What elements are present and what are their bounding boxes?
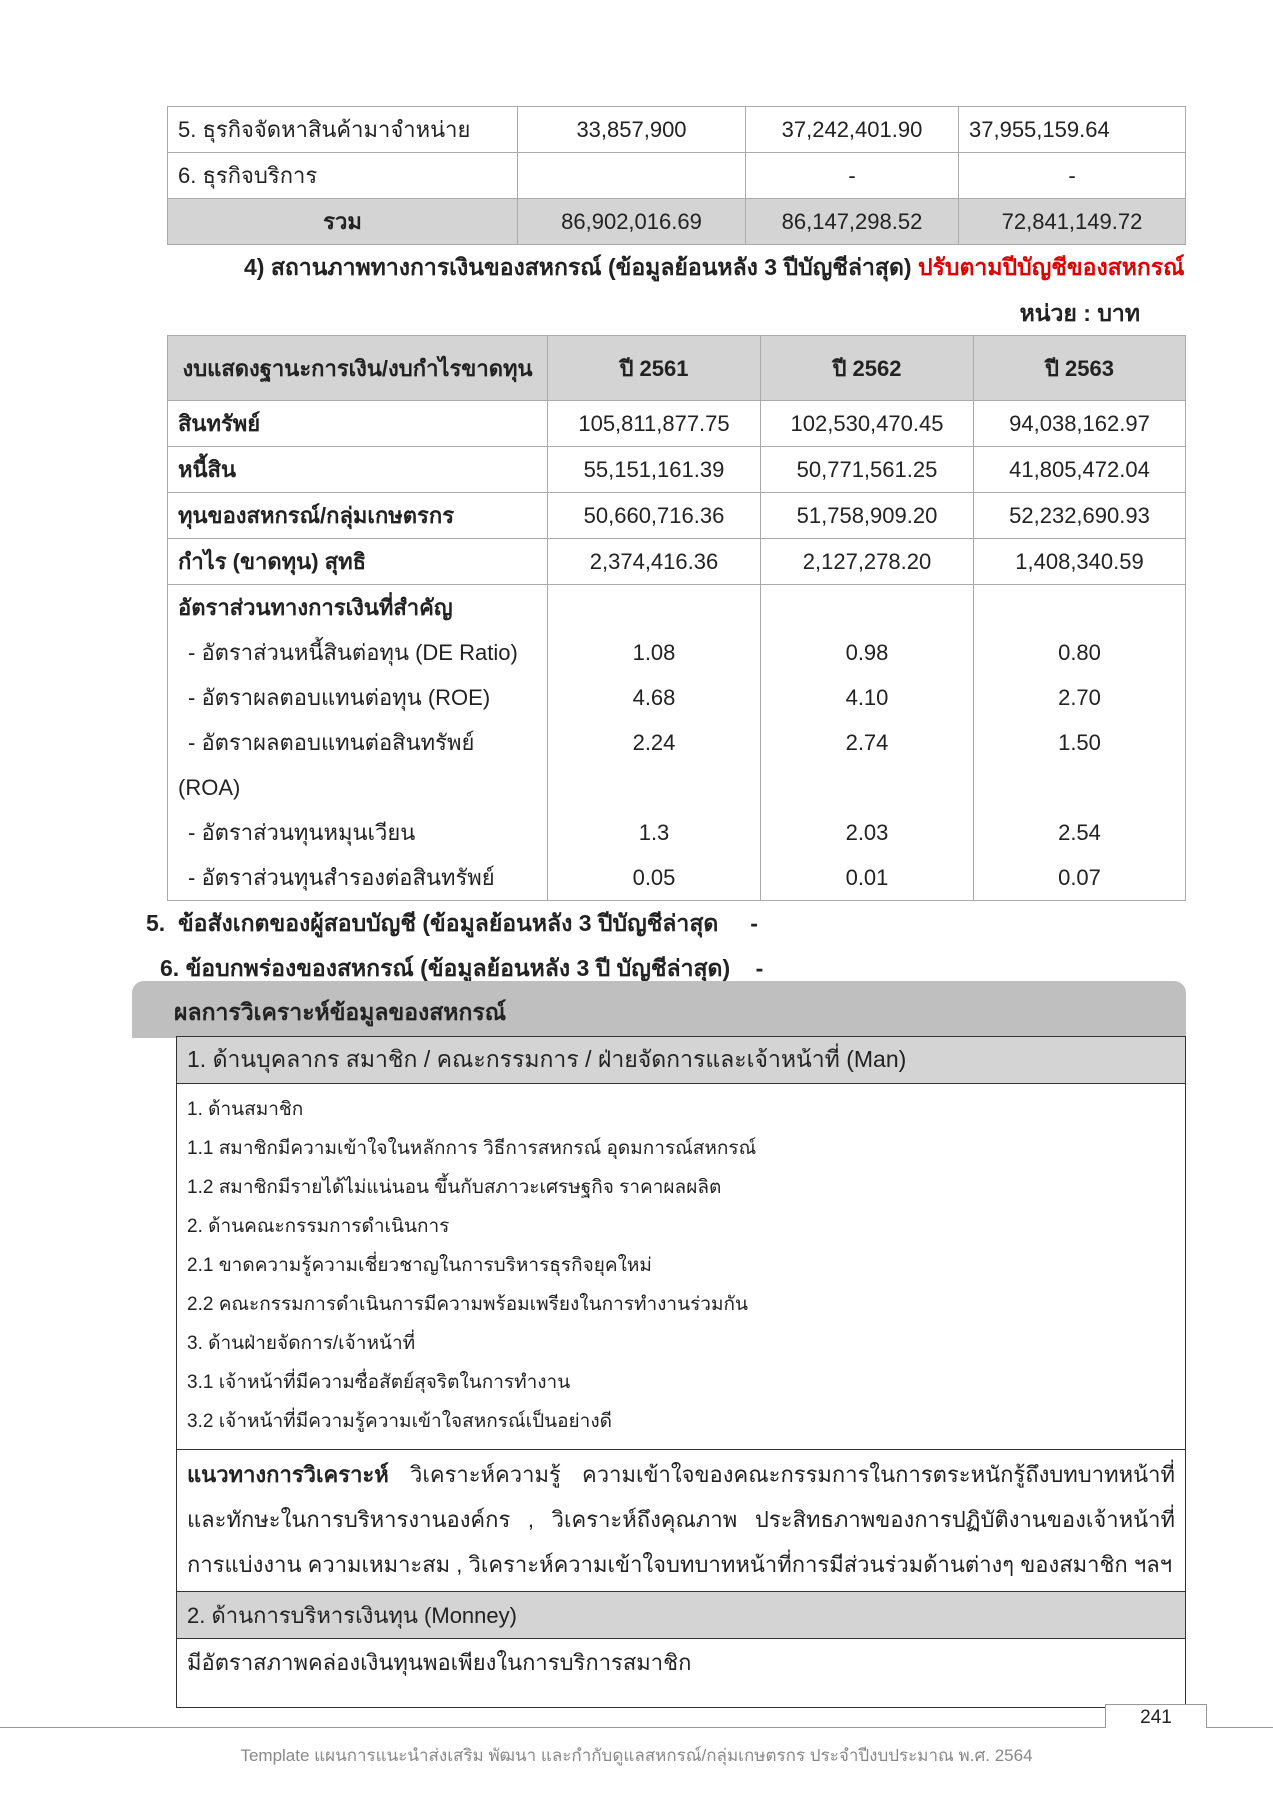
cell: 33,857,900	[518, 107, 746, 153]
man-list-item: 3.1 เจ้าหน้าที่มีความซื่อสัตย์สุจริตในการทำงาน	[187, 1372, 571, 1393]
cell: - อัตราส่วนทุนหมุนเวียน	[168, 810, 548, 855]
cell: 55,151,161.39	[548, 447, 761, 493]
ratio-row	[168, 765, 1186, 810]
cell: 2,374,416.36	[548, 539, 761, 585]
cell: สินทรัพย์	[168, 401, 548, 447]
cell: 105,811,877.75	[548, 401, 761, 447]
total-row	[168, 199, 1186, 245]
money-text: มีอัตราสภาพคล่องเงินทุนพอเพียงในการบริการสมาชิก	[177, 1639, 1186, 1708]
cell: 0.80	[974, 630, 1186, 675]
section-4-note: ปรับตามปีบัญชีของสหกรณ์	[917, 254, 1185, 280]
cell: 37,242,401.90	[746, 107, 959, 153]
ratio-row	[168, 630, 1186, 675]
finance-table	[167, 335, 1186, 901]
ratio-title-row	[168, 585, 1186, 631]
footer-divider	[0, 1727, 1273, 1728]
cell: (ROA)	[168, 765, 548, 810]
ratio-row	[168, 855, 1186, 901]
cell: 50,660,716.36	[548, 493, 761, 539]
man-list-item: 2.2 คณะกรรมการดำเนินการมีความพร้อมเพรียงในการทำงานร่วมกัน	[187, 1294, 748, 1315]
cell: 2.74	[761, 720, 974, 765]
man-list-item: 2.1 ขาดความรู้ความเชี่ยวชาญในการบริหารธุรกิจยุคใหม่	[187, 1255, 652, 1276]
man-list-item: 1.1 สมาชิกมีความเข้าใจในหลักการ วิธีการสหกรณ์ อุดมการณ์สหกรณ์	[187, 1138, 757, 1159]
footer-text: Template แผนการแนะนำส่งเสริม พัฒนา และกำกับดูแลสหกรณ์/กลุ่มเกษตรกร ประจำปีงบประมาณ พ.ศ. 2564	[240, 1746, 1033, 1765]
approach-label: แนวทางการวิเคราะห์	[187, 1462, 389, 1487]
row-label: รวม	[168, 199, 518, 245]
cell	[518, 153, 746, 199]
cell: 2,127,278.20	[761, 539, 974, 585]
analysis-title: ผลการวิเคราะห์ข้อมูลของสหกรณ์	[174, 999, 507, 1025]
cell: 86,902,016.69	[518, 199, 746, 245]
unit-label: หน่วย : บาท	[1019, 300, 1140, 326]
ratio-row	[168, 810, 1186, 855]
cell: กำไร (ขาดทุน) สุทธิ	[168, 539, 548, 585]
cell: 52,232,690.93	[974, 493, 1186, 539]
cell: - อัตราส่วนหนี้สินต่อทุน (DE Ratio)	[168, 630, 548, 675]
man-list-item: 3. ด้านฝ่ายจัดการ/เจ้าหน้าที่	[187, 1333, 416, 1354]
man-list-item: 2. ด้านคณะกรรมการดำเนินการ	[187, 1216, 450, 1237]
cell	[548, 765, 761, 810]
cell: 94,038,162.97	[974, 401, 1186, 447]
cell: -	[959, 153, 1186, 199]
cell	[974, 765, 1186, 810]
approach-cell	[177, 1450, 1186, 1592]
cell: 72,841,149.72	[959, 199, 1186, 245]
cell: - อัตราผลตอบแทนต่อสินทรัพย์	[168, 720, 548, 765]
cell: 1,408,340.59	[974, 539, 1186, 585]
page-number: 241	[1105, 1704, 1207, 1728]
man-list-item: 1.2 สมาชิกมีรายได้ไม่แน่นอน ขึ้นกับสภาวะเศรษฐกิจ ราคาผลผลิต	[187, 1177, 722, 1198]
cell: - อัตราส่วนทุนสำรองต่อสินทรัพย์	[168, 855, 548, 901]
man-header: 1. ด้านบุคลากร สมาชิก / คณะกรรมการ / ฝ่ายจัดการและเจ้าหน้าที่ (Man)	[177, 1037, 1186, 1084]
cell: 2.03	[761, 810, 974, 855]
empty-cell	[761, 585, 974, 631]
cell: 4.10	[761, 675, 974, 720]
empty-cell	[974, 585, 1186, 631]
section-5-heading: 5. ข้อสังเกตของผู้สอบบัญชี (ข้อมูลย้อนหลัง 3 ปีบัญชีล่าสุด -	[146, 910, 758, 936]
approach-text: วิเคราะห์ความรู้ ความเข้าใจของคณะกรรมการในการตระหนักรู้ถึงบทบาทหน้าที่ และทักษะในการบริหารงานองค์กร , วิเคราะห์ถึงคุณภาพ ประสิทธภาพของการปฏิบัติงานของเจ้าหน้าที่ การแบ่งงาน ความเหมาะสม , วิเคราะห์ความเข้าใจบทบาทหน้าที่การมีส่วนร่วมด้านต่างๆ ของสมาชิก ฯลฯ	[187, 1462, 1175, 1577]
section-4-heading	[244, 250, 1185, 286]
cell: 1.50	[974, 720, 1186, 765]
cell: 4.68	[548, 675, 761, 720]
ratio-row	[168, 720, 1186, 765]
man-list-item: 1. ด้านสมาชิก	[187, 1099, 304, 1120]
cell: 50,771,561.25	[761, 447, 974, 493]
section-4-title: 4) สถานภาพทางการเงินของสหกรณ์ (ข้อมูลย้อนหลัง 3 ปีบัญชีล่าสุด)	[244, 254, 912, 280]
cell: อัตราส่วนทางการเงินที่สำคัญ	[168, 585, 548, 631]
header-row	[168, 336, 1186, 401]
column-header: ปี 2562	[761, 336, 974, 401]
cell: 102,530,470.45	[761, 401, 974, 447]
empty-cell	[548, 585, 761, 631]
man-items-cell	[177, 1084, 1186, 1450]
cell: 0.07	[974, 855, 1186, 901]
cell: ทุนของสหกรณ์/กลุ่มเกษตรกร	[168, 493, 548, 539]
table-row	[168, 493, 1186, 539]
cell: 0.05	[548, 855, 761, 901]
row-label: 6. ธุรกิจบริการ	[168, 153, 518, 199]
column-header: งบแสดงฐานะการเงิน/งบกำไรขาดทุน	[168, 336, 548, 401]
cell	[761, 765, 974, 810]
cell: หนี้สิน	[168, 447, 548, 493]
cell: 0.01	[761, 855, 974, 901]
cell: 0.98	[761, 630, 974, 675]
cell: 2.54	[974, 810, 1186, 855]
cell: 1.08	[548, 630, 761, 675]
cell: 1.3	[548, 810, 761, 855]
column-header: ปี 2561	[548, 336, 761, 401]
cell: 2.24	[548, 720, 761, 765]
cell: 51,758,909.20	[761, 493, 974, 539]
table-row	[168, 107, 1186, 153]
section-6-heading: 6. ข้อบกพร่องของสหกรณ์ (ข้อมูลย้อนหลัง 3 ปี บัญชีล่าสุด) -	[160, 955, 764, 981]
man-header-row	[177, 1037, 1186, 1084]
business-table	[167, 106, 1186, 245]
table-row	[168, 539, 1186, 585]
cell: 37,955,159.64	[959, 107, 1186, 153]
table-row	[168, 447, 1186, 493]
cell: 2.70	[974, 675, 1186, 720]
cell: 86,147,298.52	[746, 199, 959, 245]
analysis-table	[176, 1036, 1186, 1708]
row-label: 5. ธุรกิจจัดหาสินค้ามาจำหน่าย	[168, 107, 518, 153]
money-header: 2. ด้านการบริหารเงินทุน (Monney)	[177, 1592, 1186, 1639]
cell: 41,805,472.04	[974, 447, 1186, 493]
ratio-row	[168, 675, 1186, 720]
column-header: ปี 2563	[974, 336, 1186, 401]
man-list-item: 3.2 เจ้าหน้าที่มีความรู้ความเข้าใจสหกรณ์เป็นอย่างดี	[187, 1411, 612, 1432]
table-row	[168, 401, 1186, 447]
cell: -	[746, 153, 959, 199]
analysis-title-bar	[132, 981, 1186, 1038]
cell: - อัตราผลตอบแทนต่อทุน (ROE)	[168, 675, 548, 720]
table-row	[168, 153, 1186, 199]
